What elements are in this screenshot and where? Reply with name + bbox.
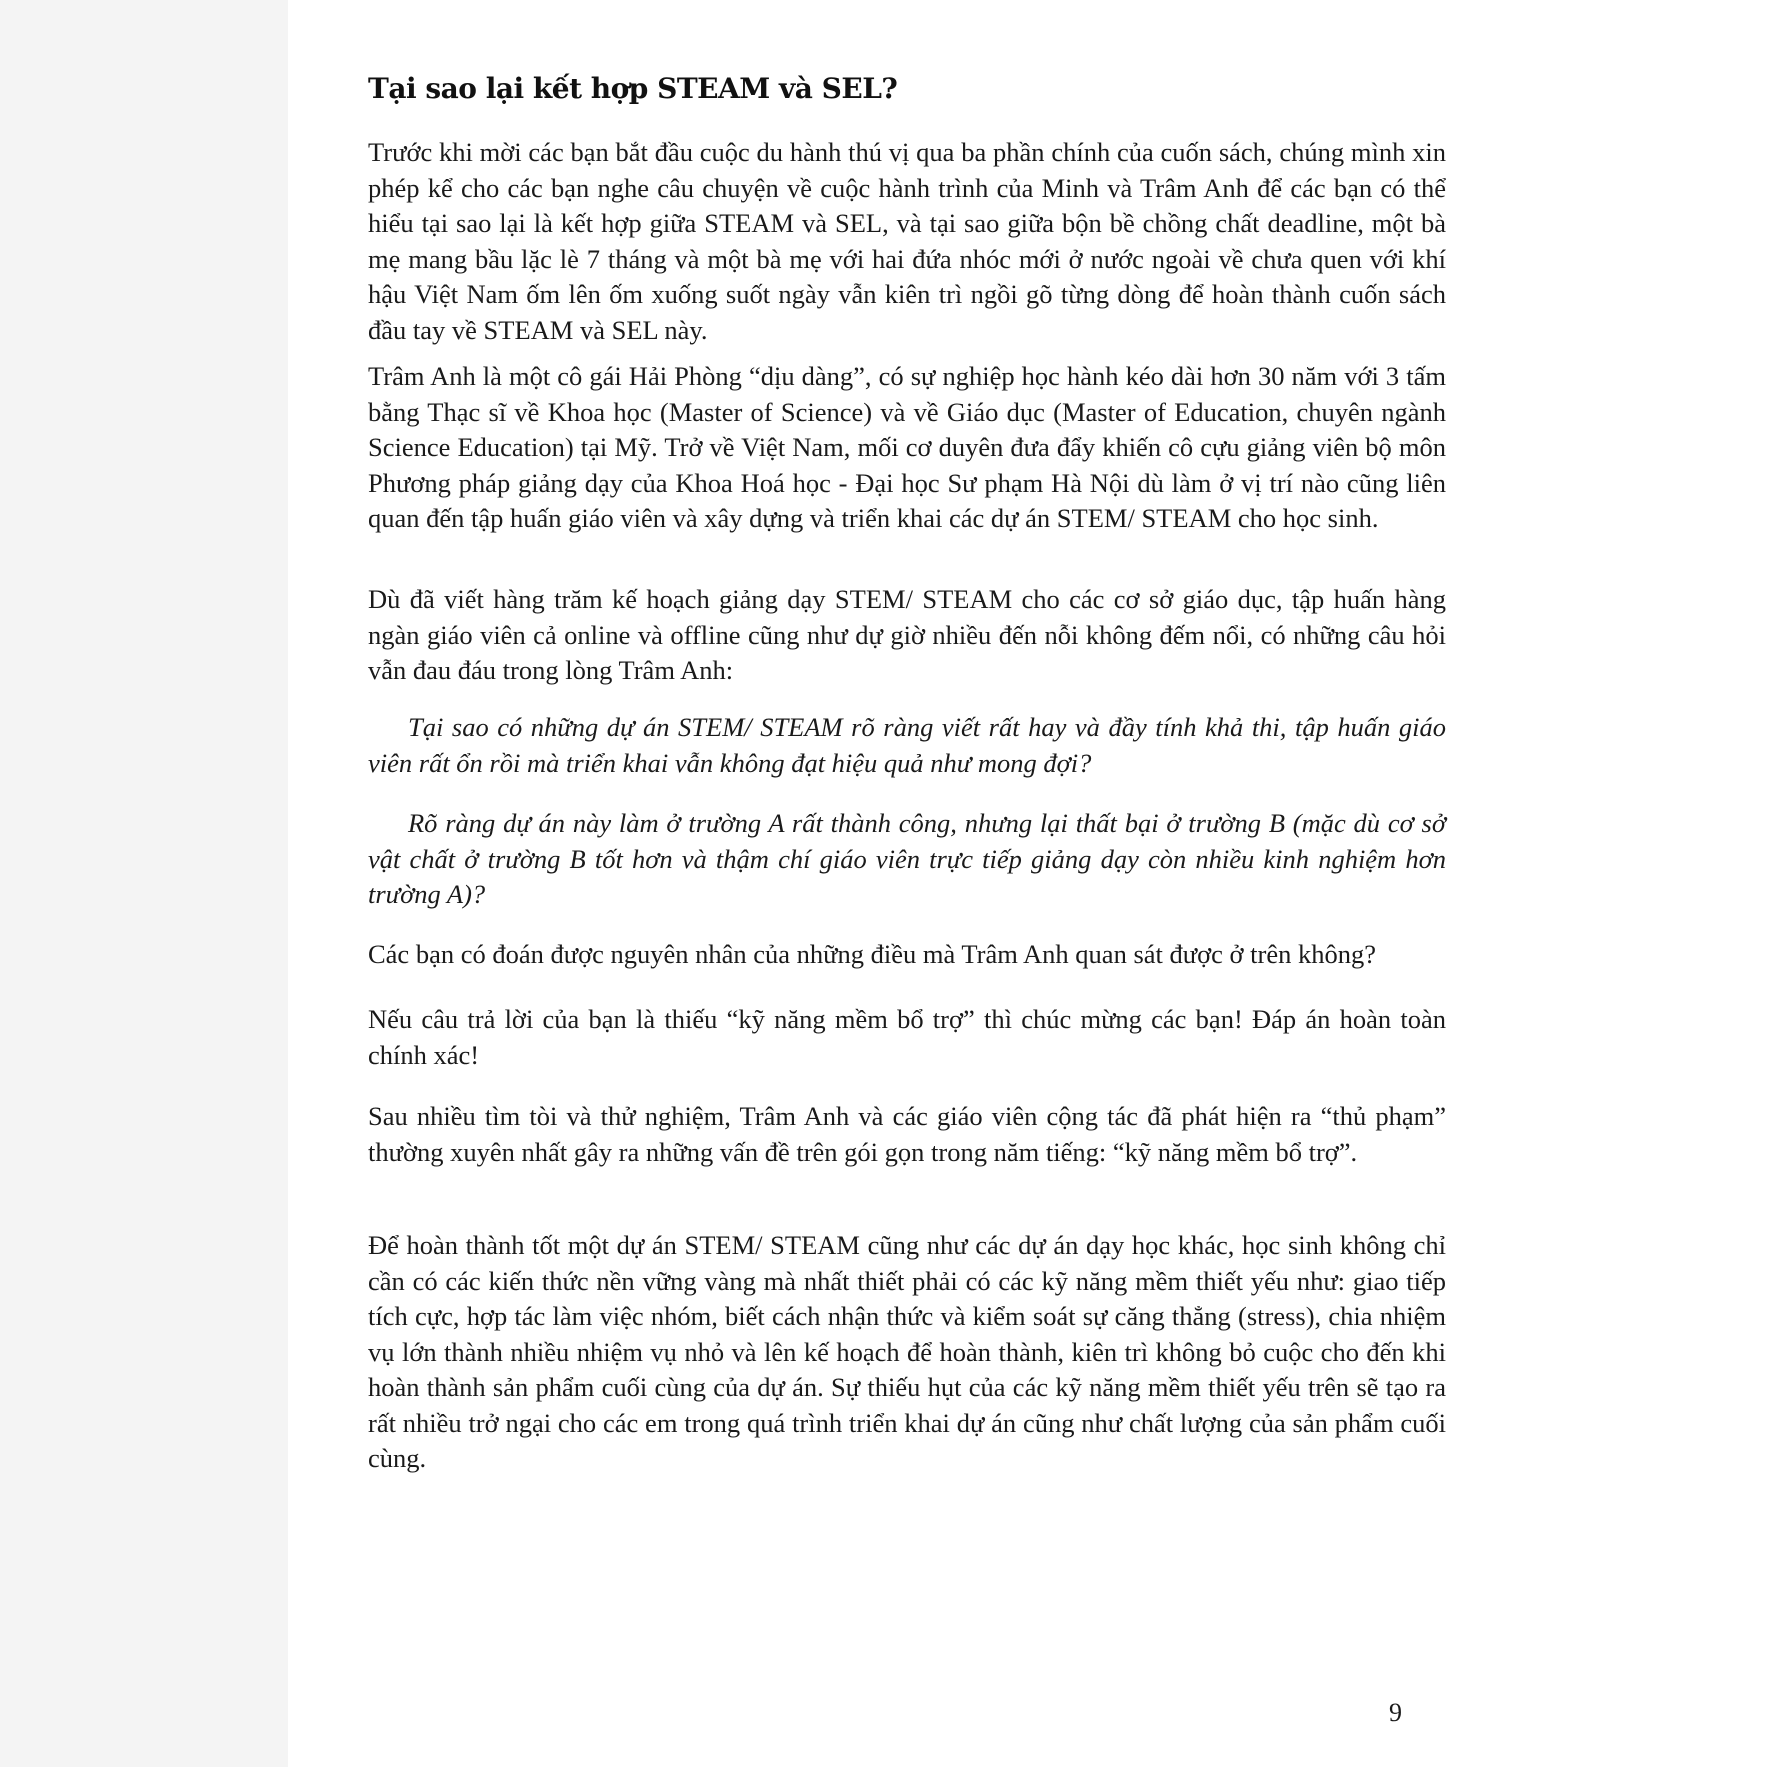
quote-question-1: Tại sao có những dự án STEM/ STEAM rõ ràng viết rất hay và đầy tính khả thi, tập huấn giáo viên rất ổn rồi mà triển khai vẫn không đạt hiệu quả như mong đợi? xyxy=(368,712,1446,778)
quote-question-2: Rõ ràng dự án này làm ở trường A rất thành công, nhưng lại thất bại ở trường B (mặc dù cơ sở vật chất ở trường B tốt hơn và thậm chí giáo viên trực tiếp giảng dạy còn nhiều kinh nghiệm hơn trường A)? xyxy=(368,808,1446,909)
paragraph-intro: Trước khi mời các bạn bắt đầu cuộc du hành thú vị qua ba phần chính của cuốn sách, chúng mình xin phép kể cho các bạn nghe câu chuyện về cuộc hành trình của Minh và Trâm Anh để các bạn có thể hiểu tại sao lại là kết hợp giữa STEAM và SEL, và tại sao giữa bộn bề chồng chất deadline, một bà mẹ mang bầu lặc lè 7 tháng và một bà mẹ với hai đứa nhóc mới ở nước ngoài về chưa quen với khí hậu Việt Nam ốm lên ốm xuống suốt ngày vẫn kiên trì ngồi gõ từng dòng để hoàn thành cuốn sách đầu tay về STEAM và SEL này. xyxy=(368,137,1446,345)
section-heading: Tại sao lại kết hợp STEAM và SEL? xyxy=(368,72,898,105)
book-page xyxy=(288,0,1468,1767)
page-number: 9 xyxy=(1389,1698,1402,1727)
paragraph-soft-skills: Để hoàn thành tốt một dự án STEM/ STEAM cũng như các dự án dạy học khác, học sinh không chỉ cần có các kiến thức nền vững vàng mà nhất thiết phải có các kỹ năng mềm thiết yếu như: giao tiếp tích cực, hợp tác làm việc nhóm, biết cách nhận thức và kiểm soát sự căng thẳng (stress), chia nhiệm vụ lớn thành nhiều nhiệm vụ nhỏ và lên kế hoạch để hoàn thành, kiên trì không bỏ cuộc cho đến khi hoàn thành sản phẩm cuối cùng của dự án. Sự thiếu hụt của các kỹ năng mềm thiết yếu trên sẽ tạo ra rất nhiều trở ngại cho các em trong quá trình triển khai dự án cũng như chất lượng của sản phẩm cuối cùng. xyxy=(368,1230,1446,1473)
page-margin-shade xyxy=(0,0,288,1767)
paragraph-tram-anh-bio: Trâm Anh là một cô gái Hải Phòng “dịu dàng”, có sự nghiệp học hành kéo dài hơn 30 năm với 3 tấm bằng Thạc sĩ về Khoa học (Master of Science) và về Giáo dục (Master of Education, chuyên ngành Science Education) tại Mỹ. Trở về Việt Nam, mối cơ duyên đưa đẩy khiến cô cựu giảng viên bộ môn Phương pháp giảng dạy của Khoa Hoá học - Đại học Sư phạm Hà Nội dù làm ở vị trí nào cũng liên quan đến tập huấn giáo viên và xây dựng và triển khai các dự án STEM/ STEAM cho học sinh. xyxy=(368,361,1446,533)
paragraph-guess-cause: Các bạn có đoán được nguyên nhân của những điều mà Trâm Anh quan sát được ở trên không? xyxy=(368,939,1376,969)
paragraph-questions-intro: Dù đã viết hàng trăm kế hoạch giảng dạy STEM/ STEAM cho các cơ sở giáo dục, tập huấn hàng ngàn giáo viên cả online và offline cũng như dự giờ nhiều đến nỗi không đếm nổi, có những câu hỏi vẫn đau đáu trong lòng Trâm Anh: xyxy=(368,584,1446,685)
paragraph-answer: Nếu câu trả lời của bạn là thiếu “kỹ năng mềm bổ trợ” thì chúc mừng các bạn! Đáp án hoàn toàn chính xác! xyxy=(368,1004,1446,1070)
paragraph-findings: Sau nhiều tìm tòi và thử nghiệm, Trâm Anh và các giáo viên cộng tác đã phát hiện ra “thủ phạm” thường xuyên nhất gây ra những vấn đề trên gói gọn trong năm tiếng: “kỹ năng mềm bổ trợ”. xyxy=(368,1101,1446,1167)
